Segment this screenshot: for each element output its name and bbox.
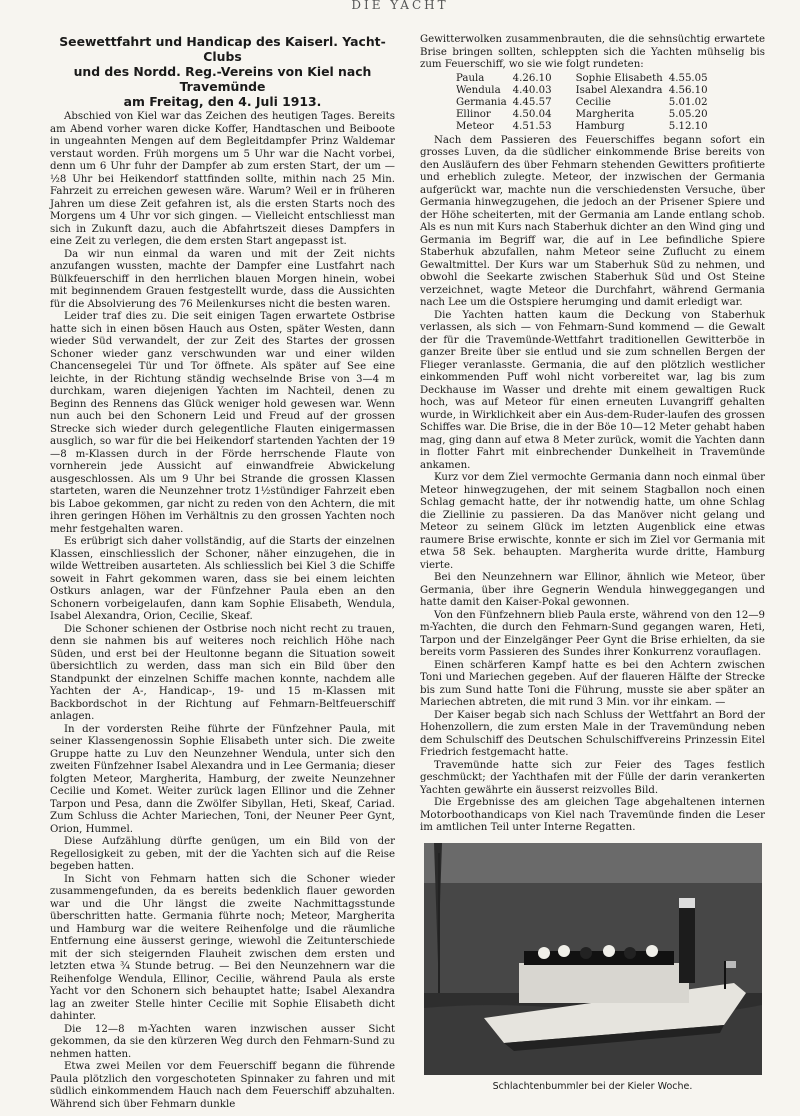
rounding-row: [456, 97, 714, 109]
paragraph: Leider traf dies zu. Die seit einigen Tagen erwartete Ostbrise hatte sich in einen bösen Hauch aus Osten, später Westen, dann wieder Süd verwandelt, der zur Zeit des Startes der grossen Schoner wieder ganz verschwunden war und einer wilden Chancensegelei Tür und Tor öffnete. Als später auf See eine leichte, in der Richtung ständig wechselnde Brise von 3—4 m durchkam, waren diejenigen Yachten im Nachteil, denen zu Beginn des Rennens das Glück weniger hold gewesen war. Wenn nun auch bei den Schonern Leid und Freud auf der grossen Strecke sich wieder durch gelegentliche Flauten einigermassen ausglich, so war für die bei Heikendorf startenden Yachten der 19—8 m-Klassen durch in der Förde herrschende Flaute von vornherein jede Aussicht auf einwandfreie Abwickelung ausgeschlossen. Als um 9 Uhr bei Strande die grossen Klassen starteten, waren die Neunzehner trotz 1½stündiger Fahrzeit eben bis Laboe gekommen, gar nicht zu reden von den Achtern, die mit ihren geringen Höhen im Verhältnis zu den grossen Yachten noch mehr festgehalten waren.: [50, 311, 395, 535]
paragraph: Es erübrigt sich daher vollständig, auf die Starts der einzelnen Klassen, einschliesslich der Schoner, näher einzugehen, die in wilde Wettreiben ausarteten. Als schliesslich bei Kiel 3 die Schiffe soweit in Fahrt gekommen waren, dass sie bei einem leichten Ostkurs anlagen, war der Fünfzehner Paula eben an den Schonern vorbeigelaufen, dann kam Sophie Elisabeth, Wendula, Isabel Alexandra, Orion, Cecilie, Skeaf.: [50, 536, 395, 622]
title-line-1: Seewettfahrt und Handicap des Kaiserl. Yacht-Clubs: [59, 34, 386, 64]
paragraph: Nach dem Passieren des Feuerschiffes begann sofort ein grosses Luven, da die südlicher einkommende Brise bereits von den Ausläufern des über Fehmarn stehenden Gewitters profitierte und erheblich zulegte. Meteor, der inzwischen der Germania aufgerückt war, machte nun die verschiedensten Versuche, über Germania hinwegzugehen, die jedoch an der Prisener Spiere und der Höhe scheiterten, mit der Germania am Lande entlang schob. Als es nun mit Kurs nach Staberhuk dichter an den Wind ging und Germania im Begriff war, die auf in Lee befindliche Spiere Staberhuk abzufallen, nahm Meteor seine Zuflucht zu einem Gewaltmittel. Der Kurs war um Staberhuk Süd zu nehmen, und obwohl die Seekarte zwischen Staberhuk Süd und Ost Steine verzeichnet, wagte Meteor die Durchfahrt, während Germania nach Lee um die Ostspiere herumging und damit erledigt war.: [420, 134, 765, 308]
paragraph: Von den Fünfzehnern blieb Paula erste, während von den 12—9 m-Yachten, die durch den Fehmarn-Sund gegangen waren, Heti, Tarpon und der Einzelgänger Peer Gynt die Brise erhielten, da sie bereits vorm Passieren des Sundes ihrer Konkurrenz vorauflagen.: [420, 609, 765, 658]
rounding-time: 4.26.10: [512, 72, 552, 84]
yacht-name: Germania: [456, 96, 507, 108]
paragraph: Einen schärferen Kampf hatte es bei den Achtern zwischen Toni und Mariechen gegeben. Auf der flaueren Hälfte der Strecke bis zum Sund hatte Toni die Führung, musste sie aber später an Mariechen abtreten, die mit rund 3 Min. vor ihr einkam. —: [420, 659, 765, 708]
paragraph: Die Yachten hatten kaum die Deckung von Staberhuk verlassen, als sich — von Fehmarn-Sund kommend — die Gewalt der für die Travemünde-Wettfahrt traditionellen Gewitterböe in ganzer Breite über sie entlud und sie zum schnellen Bergen der Flieger veranlasste. Germania, die auf den plötzlich westlicher einkommenden Puff wohl nicht vorbereitet war, lag bis zum Deckhause im Wasser und drehte mit einem gewaltigen Ruck hoch, was auf Meteor für einen erneuten Luvangriff gehalten wurde, in Wirklichkeit aber ein Aus-dem-Ruder-laufen des grossen Schiffes war. Die Brise, die in der Böe 10—12 Meter gehabt haben mag, ging dann auf etwa 8 Meter zurück, womit die Yachten dann in flotter Fahrt mit einbrechender Dunkelheit in Travemünde ankamen.: [420, 309, 765, 471]
rounding-time: 4.56.10: [668, 84, 708, 96]
paragraph: Die Schoner schienen der Ostbrise noch nicht recht zu trauen, denn sie nahmen bis auf weiteres noch reichlich Höhe nach Süden, und erst bei der Heultonne begann die Situation soweit übersichtlich zu werden, dass man sich ein Bild über den Standpunkt der einzelnen Schiffe machen konnte, nachdem alle Yachten der A-, Handicap-, 19- und 15 m-Klassen mit Backbordschot in der Richtung auf Fehmarn-Beltfeuerschiff anlagen.: [50, 623, 395, 722]
paragraph: Etwa zwei Meilen vor dem Feuerschiff begann die führende Paula plötzlich den vorgeschoteten Spinnaker zu fahren und mit südlich einkommendem Hauch nach dem Feuerschiff abzuhalten. Während sich über Fehmarn dunkle: [50, 1061, 395, 1110]
article-title: [50, 34, 395, 109]
yacht-name: Hamburg: [575, 120, 625, 132]
yacht-name: Isabel Alexandra: [575, 84, 663, 96]
rounding-time: 4.50.04: [512, 108, 552, 120]
rounding-time: 4.55.05: [668, 72, 708, 84]
yacht-name: Meteor: [456, 120, 494, 132]
photo-motor-launch: [424, 843, 762, 1075]
title-date: am Freitag, den 4. Juli 1913.: [123, 94, 322, 109]
paragraph: Travemünde hatte sich zur Feier des Tages festlich geschmückt; der Yachthafen mit der Fülle der darin verankerten Yachten gewährte ein äusserst reizvolles Bild.: [420, 759, 765, 796]
paragraph: Kurz vor dem Ziel vermochte Germania dann noch einmal über Meteor hinwegzugehen, der mit seinem Stagballon noch einen Schlag gemacht hatte, der ihr notwendig hatte, um ohne Schlag die Ziellinie zu passieren. Da das Manöver nicht gelang und Meteor zu seinem Glück im letzten Augenblick eine etwas raumere Brise erwischte, konnte er sich im Ziel vor Germania mit etwa 58 Sek. behaupten. Margherita wurde dritte, Hamburg vierte.: [420, 472, 765, 571]
yacht-name: Ellinor: [456, 108, 491, 120]
running-title: DIE YACHT: [351, 0, 449, 12]
paragraph: Der Kaiser begab sich nach Schluss der Wettfahrt an Bord der Hohenzollern, die zum ersten Male in der Travemündung neben dem Schulschiff des Deutschen Schulschiffvereins Prinzessin Eitel Friedrich festgemacht hatte.: [420, 709, 765, 758]
rounding-time: 4.51.53: [512, 120, 552, 132]
rounding-time: 4.40.03: [512, 84, 552, 96]
paragraph: Diese Aufzählung dürfte genügen, um ein Bild von der Regellosigkeit zu geben, mit der die Yachten sich auf die Reise begeben hatten.: [50, 836, 395, 872]
rounding-time: 5.12.10: [668, 120, 708, 132]
right-column: [420, 34, 765, 1093]
rounding-time: 5.01.02: [668, 96, 708, 108]
yacht-name: Wendula: [456, 84, 501, 96]
motor-launch-image: [424, 843, 762, 1075]
yacht-name: Cecilie: [575, 96, 611, 108]
title-line-2: und des Nordd. Reg.-Vereins von Kiel nach Travemünde: [73, 64, 372, 94]
yacht-name: Paula: [456, 72, 485, 84]
yacht-name: Sophie Elisabeth: [575, 72, 663, 84]
paragraph: Gewitterwolken zusammenbrauten, die die sehnsüchtig erwartete Brise bringen sollten, schleppten sich die Yachten mühselig bis zum Feuerschiff, wo sie wie folgt rundeten:: [420, 34, 765, 70]
paragraph: Da wir nun einmal da waren und mit der Zeit nichts anzufangen wussten, machte der Dampfer eine Lustfahrt nach Bülkfeuerschiff in den herrlichen blauen Morgen hinein, wobei mit beginnendem Grauen festgestellt wurde, dass die Aussichten für die Absolvierung des 76 Meilenkurses nicht die besten waren.: [50, 248, 395, 310]
rounding-row: [456, 109, 714, 121]
photo-caption: Schlachtenbummler bei der Kieler Woche.: [492, 1080, 693, 1092]
rounding-row: [456, 73, 714, 85]
rounding-row: [456, 121, 714, 133]
yacht-name: Margherita: [575, 108, 635, 120]
rounding-row: [456, 85, 714, 97]
left-column: [50, 34, 395, 1111]
paragraph: Die 12—8 m-Yachten waren inzwischen ausser Sicht gekommen, da sie den kürzeren Weg durch den Fehmarn-Sund zu nehmen hatten.: [50, 1023, 395, 1060]
paragraph: In der vordersten Reihe führte der Fünfzehner Paula, mit seiner Klassengenossin Sophie Elisabeth unter sich. Die zweite Gruppe hatte zu Luv den Neunzehner Wendula, unter sich den zweiten Fünfzehner Isabel Alexandra und in Lee Germania; dieser folgten Meteor, Margherita, Hamburg, der zweite Neunzehner Cecilie und Komet. Weiter zurück lagen Ellinor und die Zehner Tarpon und Pesa, dann die Zwölfer Sibyllan, Heti, Skeaf, Cariad. Zum Schluss die Achter Mariechen, Toni, der Neuner Peer Gynt, Orion, Hummel.: [50, 723, 395, 835]
paragraph: Die Ergebnisse des am gleichen Tage abgehaltenen internen Motorboothandicaps von Kiel nach Travemünde finden die Leser im amtlichen Teil unter Interne Regatten.: [420, 797, 765, 833]
running-header: [0, 0, 800, 14]
paragraph: In Sicht von Fehmarn hatten sich die Schoner wieder zusammengefunden, da es bereits bedenklich flauer geworden war und die Uhr längst die zweite Nachmittagsstunde überschritten hatte. Germania führte noch; Meteor, Margherita und Hamburg war die weitere Reihenfolge und die räumliche Entfernung eine äusserst geringe, wiewohl die Zeitunterschiede mit der sich steigernden Flauheit zwischen dem ersten und letzten etwa ¾ Stunde betrug. — Bei den Neunzehnern war die Reihenfolge Wendula, Ellinor, Cecilie, während Paula als erste Yacht vor den Schonern sich behauptet hatte; Isabel Alexandra lag an zweiter Stelle hinter Cecilie mit Sophie Elisabeth dicht dahinter.: [50, 873, 395, 1022]
rounding-time: 4.45.57: [512, 96, 552, 108]
paragraph: Abschied von Kiel war das Zeichen des heutigen Tages. Bereits am Abend vorher waren dicke Koffer, Handtaschen und Beiboote in ungeahnten Mengen auf dem Begleitdampfer Prinz Waldemar verstaut worden. Früh morgens um 5 Uhr war die Nacht vorbei, denn um 6 Uhr fuhr der Dampfer ab zum ersten Start, der um — ½8 Uhr bei Heikendorf stattfinden sollte, mithin nach 25 Min. Fahrzeit zu erreichen gewesen wäre. Warum? Weil er in früheren Jahren um diese Zeit gefahren ist, als die ersten Starts noch des Morgens um 4 Uhr vor sich gingen. — Vielleicht entschliesst man sich in Zukunft dazu, auch die Abfahrtszeit dieses Dampfers in eine Zeit zu verlegen, die dem ersten Start angepasst ist.: [50, 111, 395, 247]
paragraph: Bei den Neunzehnern war Ellinor, ähnlich wie Meteor, über Germania, über ihre Gegnerin Wendula hinweggegangen und hatte damit den Kaiser-Pokal gewonnen.: [420, 572, 765, 608]
rounding-time: 5.05.20: [668, 108, 708, 120]
rounding-times-table: [456, 73, 714, 133]
